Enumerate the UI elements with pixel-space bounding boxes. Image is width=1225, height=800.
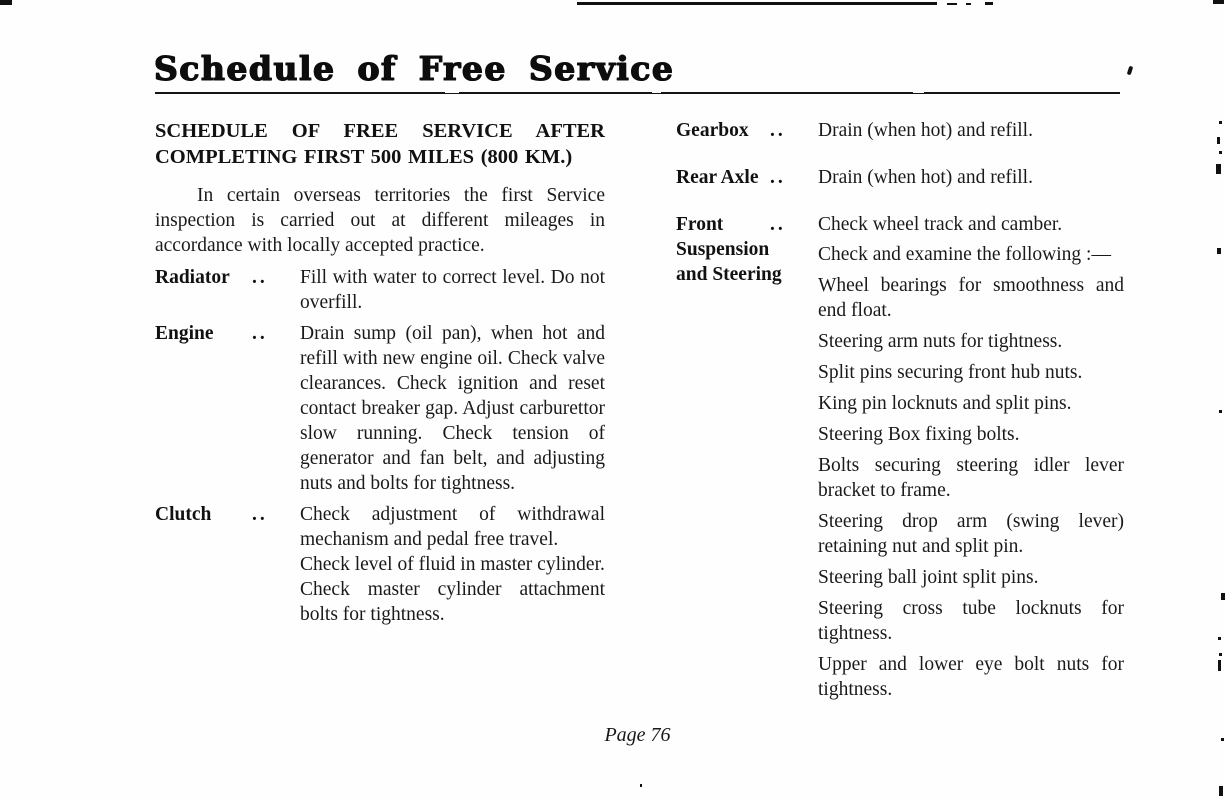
scan-noise-speck <box>1218 660 1221 671</box>
checklist-item: Split pins securing front hub nuts. <box>818 362 1083 383</box>
entry-term-cell <box>676 118 818 148</box>
entry-description <box>818 212 1124 708</box>
entry-description <box>818 165 1124 195</box>
leader-dots: .. <box>252 323 268 344</box>
scan-noise-speck <box>1219 151 1222 154</box>
scan-noise-speck <box>1218 637 1221 640</box>
service-entry-gearbox <box>676 118 1124 148</box>
left-column <box>155 118 605 633</box>
inspection-checklist <box>818 273 1124 702</box>
service-entry-front-suspension <box>676 212 1124 708</box>
entry-term: Rear Axle <box>676 167 759 188</box>
right-column <box>676 118 1124 725</box>
checklist-item: Wheel bearings for smoothness and end float. <box>818 275 1124 321</box>
scan-edge-dash <box>947 3 957 5</box>
description-paragraph: Check adjustment of withdrawal mechanism and pedal free travel. <box>300 504 605 550</box>
leader-dots: .. <box>770 120 786 141</box>
scan-noise-speck <box>1221 593 1225 600</box>
scan-noise-speck <box>1219 410 1222 413</box>
scan-noise-speck <box>1217 248 1221 254</box>
entry-term-cell <box>676 165 818 195</box>
checklist-item: Steering Box fixing bolts. <box>818 424 1020 445</box>
entry-term-cell <box>676 212 818 708</box>
header-rule <box>155 92 1120 94</box>
service-entry-radiator <box>155 265 605 315</box>
checklist-item: Steering arm nuts for tightness. <box>818 331 1063 352</box>
page-number: Page 76 <box>604 724 671 746</box>
entry-description <box>300 321 605 496</box>
service-entry-rear-axle <box>676 165 1124 195</box>
entry-term-cell <box>155 502 300 627</box>
scan-noise-speck <box>1219 786 1223 796</box>
description-paragraph: Drain sump (oil pan), when hot and refill with new engine oil. Check valve clearances. Check ignition and reset contact breaker gap. Adjust carburettor slow running. Check tension of generator and fan belt, and adjusting nuts and bolts for tightness. <box>300 323 605 494</box>
leader-dots: .. <box>252 504 268 525</box>
entry-term-cell <box>155 265 300 315</box>
section-heading: SCHEDULE OF FREE SERVICE AFTER COMPLETING FIRST 500 MILES (800 KM.) <box>155 120 605 168</box>
leader-dots: .. <box>770 167 786 188</box>
entry-term: Engine <box>155 323 214 344</box>
entry-term: Front Suspension and Steering <box>676 214 782 285</box>
description-paragraph: Check master cylinder attachment bolts for tightness. <box>300 579 605 625</box>
checklist-item: Steering cross tube locknuts for tightness. <box>818 598 1124 644</box>
entry-description <box>818 118 1124 148</box>
leader-dots: .. <box>252 267 268 288</box>
checklist-item: Steering ball joint split pins. <box>818 567 1039 588</box>
scan-noise-speck <box>1216 164 1221 174</box>
scan-edge-mark <box>1213 0 1224 4</box>
entry-term: Clutch <box>155 504 212 525</box>
scan-edge-dash <box>985 2 993 5</box>
scan-noise-speck <box>640 784 642 787</box>
rule-break <box>652 92 661 93</box>
scan-noise-speck <box>1219 121 1222 124</box>
checklist-item: Bolts securing steering idler lever bracket to frame. <box>818 455 1124 501</box>
scan-noise-speck <box>1127 66 1134 76</box>
intro-paragraph: In certain overseas territories the first Service inspection is carried out at different mileages in accordance with locally accepted practice. <box>155 185 605 256</box>
description-paragraph: Drain (when hot) and refill. <box>818 120 1033 141</box>
entry-term-cell <box>155 321 300 496</box>
entry-description <box>300 265 605 315</box>
scan-noise-speck <box>1221 738 1224 741</box>
service-entry-engine <box>155 321 605 496</box>
description-paragraph: Check wheel track and camber. <box>818 214 1063 235</box>
checklist-item: King pin locknuts and split pins. <box>818 393 1072 414</box>
checklist-item: Upper and lower eye bolt nuts for tightness. <box>818 654 1124 700</box>
entry-term: Gearbox <box>676 120 749 141</box>
scan-noise-speck <box>1219 653 1222 656</box>
description-paragraph: Check level of fluid in master cylinder. <box>300 554 605 575</box>
leader-dots: .. <box>770 214 786 235</box>
entry-description <box>300 502 605 627</box>
scan-edge-mark <box>0 0 12 5</box>
rule-break <box>445 92 459 93</box>
service-entry-clutch <box>155 502 605 627</box>
rule-break <box>913 92 924 93</box>
scan-edge-line <box>577 2 937 5</box>
scan-edge-dash <box>966 3 971 5</box>
description-paragraph: Drain (when hot) and refill. <box>818 167 1033 188</box>
entry-term: Radiator <box>155 267 230 288</box>
checklist-item: Steering drop arm (swing lever) retaining nut and split pin. <box>818 511 1124 557</box>
description-paragraph: Fill with water to correct level. Do not overfill. <box>300 267 605 313</box>
scan-noise-speck <box>1217 137 1220 144</box>
description-paragraph: Check and examine the following :— <box>818 244 1111 265</box>
page-title: Schedule of Free Service <box>154 49 675 88</box>
